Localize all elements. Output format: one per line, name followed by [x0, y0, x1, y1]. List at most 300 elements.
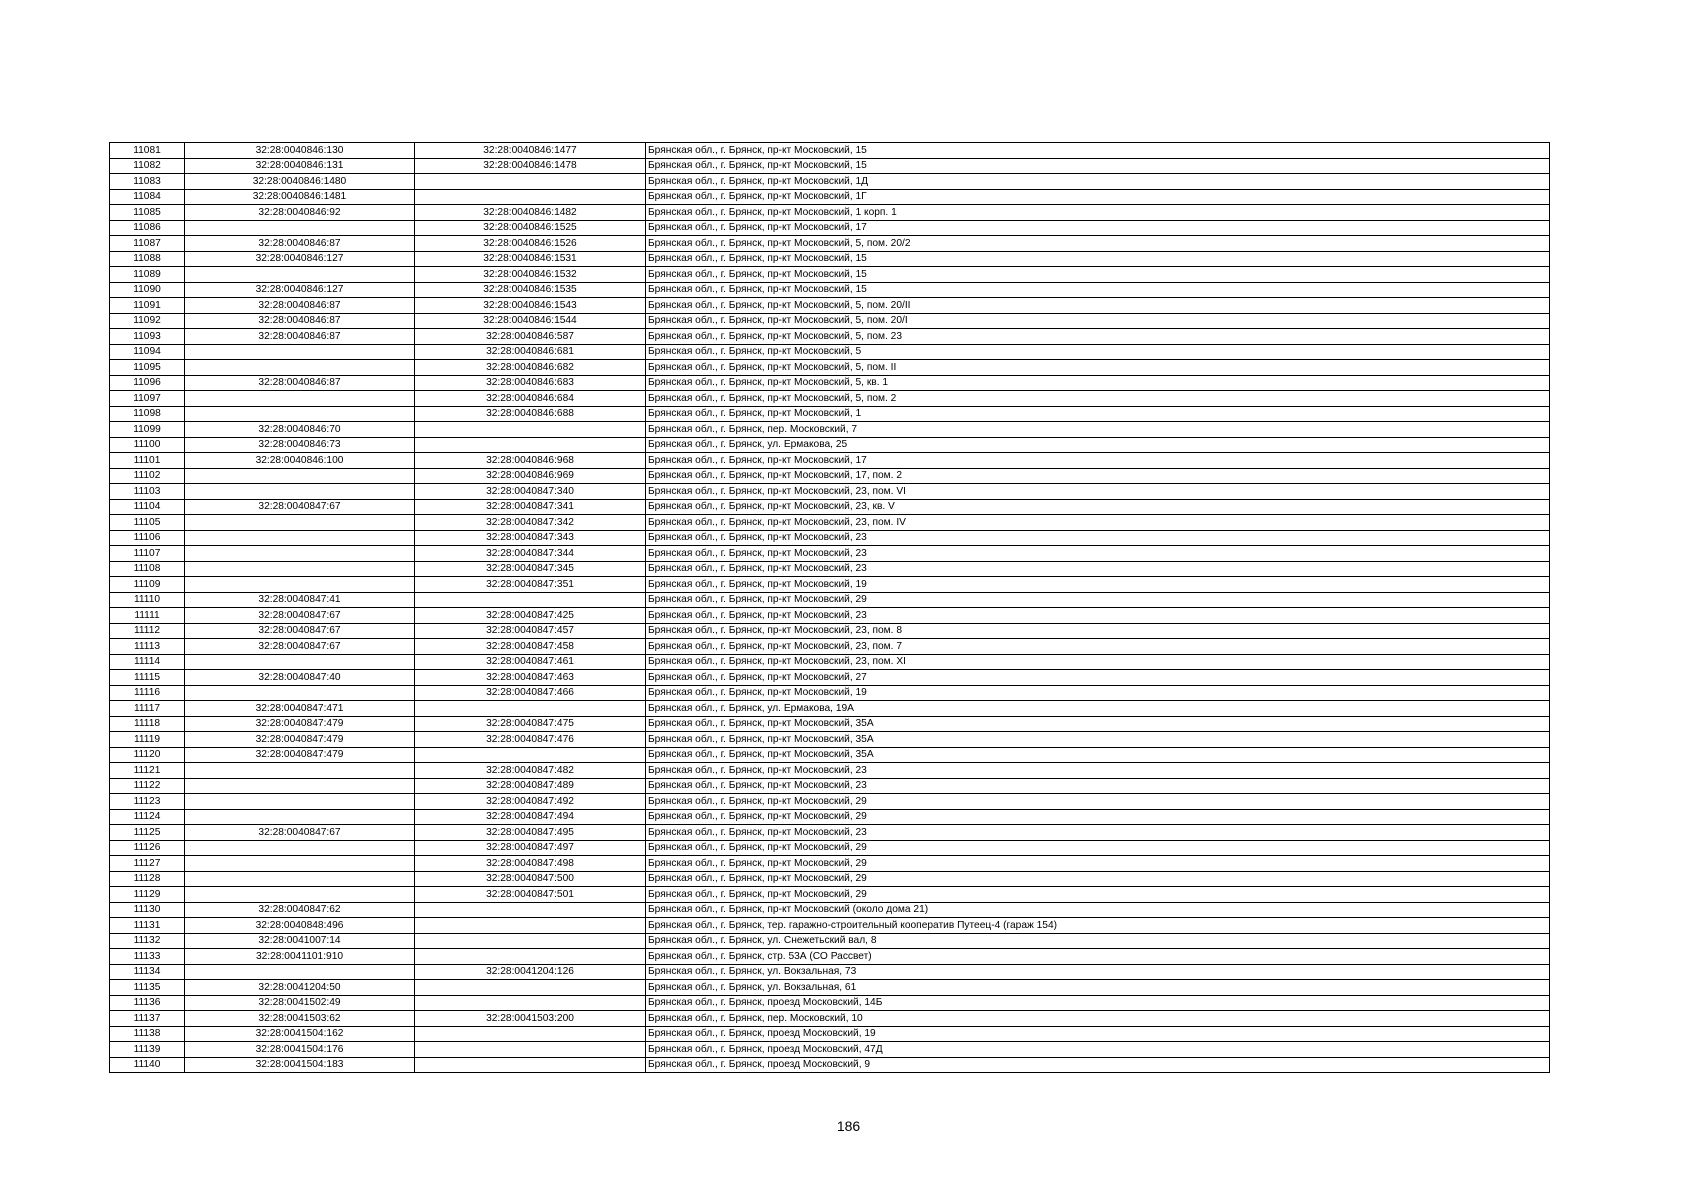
table-row: [110, 840, 1550, 856]
cadastral-number-cell: [185, 484, 415, 500]
row-number-cell: 11097: [110, 391, 185, 407]
table-row: [110, 949, 1550, 965]
row-number-cell: 11118: [110, 716, 185, 732]
address-cell: Брянская обл., г. Брянск, пр-кт Московский, 29: [646, 592, 1550, 608]
cadastral-number-cell: 32:28:0040846:130: [185, 143, 415, 159]
object-cadastral-number-cell: [415, 902, 646, 918]
address-cell: Брянская обл., г. Брянск, пр-кт Московский, 35А: [646, 747, 1550, 763]
table-row: [110, 282, 1550, 298]
object-cadastral-number-cell: 32:28:0040847:345: [415, 561, 646, 577]
table-row: [110, 794, 1550, 810]
object-cadastral-number-cell: [415, 174, 646, 190]
row-number-cell: 11103: [110, 484, 185, 500]
cadastral-number-cell: 32:28:0040846:87: [185, 375, 415, 391]
table-row: [110, 1011, 1550, 1027]
object-cadastral-number-cell: 32:28:0040847:482: [415, 763, 646, 779]
cadastral-number-cell: 32:28:0041204:50: [185, 980, 415, 996]
object-cadastral-number-cell: 32:28:0040847:457: [415, 623, 646, 639]
table-row: [110, 143, 1550, 159]
table-row: [110, 360, 1550, 376]
row-number-cell: 11119: [110, 732, 185, 748]
row-number-cell: 11107: [110, 546, 185, 562]
object-cadastral-number-cell: 32:28:0040847:494: [415, 809, 646, 825]
address-cell: Брянская обл., г. Брянск, пр-кт Московский, 23, кв. V: [646, 499, 1550, 515]
row-number-cell: 11105: [110, 515, 185, 531]
row-number-cell: 11087: [110, 236, 185, 252]
cadastral-number-cell: [185, 267, 415, 283]
object-cadastral-number-cell: [415, 437, 646, 453]
table-row: [110, 577, 1550, 593]
table-row: [110, 871, 1550, 887]
cadastral-number-cell: 32:28:0041101:910: [185, 949, 415, 965]
object-cadastral-number-cell: 32:28:0040847:489: [415, 778, 646, 794]
address-cell: Брянская обл., г. Брянск, пр-кт Московский, 23: [646, 561, 1550, 577]
table-row: [110, 515, 1550, 531]
table-row: [110, 980, 1550, 996]
cadastral-number-cell: [185, 406, 415, 422]
cadastral-number-cell: [185, 344, 415, 360]
row-number-cell: 11125: [110, 825, 185, 841]
object-cadastral-number-cell: 32:28:0040847:343: [415, 530, 646, 546]
table-row: [110, 499, 1550, 515]
table-row: [110, 220, 1550, 236]
object-cadastral-number-cell: [415, 933, 646, 949]
object-cadastral-number-cell: [415, 995, 646, 1011]
object-cadastral-number-cell: 32:28:0040847:492: [415, 794, 646, 810]
row-number-cell: 11128: [110, 871, 185, 887]
object-cadastral-number-cell: [415, 701, 646, 717]
object-cadastral-number-cell: 32:28:0040846:1535: [415, 282, 646, 298]
table-row: [110, 236, 1550, 252]
table-row: [110, 592, 1550, 608]
table-row: [110, 701, 1550, 717]
row-number-cell: 11086: [110, 220, 185, 236]
object-cadastral-number-cell: 32:28:0040846:681: [415, 344, 646, 360]
object-cadastral-number-cell: 32:28:0040846:683: [415, 375, 646, 391]
cadastral-number-cell: 32:28:0040847:479: [185, 716, 415, 732]
address-cell: Брянская обл., г. Брянск, пр-кт Московский, 1Д: [646, 174, 1550, 190]
table-row: [110, 205, 1550, 221]
cadastral-number-cell: [185, 546, 415, 562]
cadastral-number-cell: [185, 530, 415, 546]
row-number-cell: 11121: [110, 763, 185, 779]
object-cadastral-number-cell: 32:28:0040846:1531: [415, 251, 646, 267]
row-number-cell: 11106: [110, 530, 185, 546]
table-row: [110, 298, 1550, 314]
cadastral-number-cell: [185, 840, 415, 856]
object-cadastral-number-cell: [415, 1042, 646, 1058]
row-number-cell: 11082: [110, 158, 185, 174]
registry-table: [109, 142, 1550, 1073]
address-cell: Брянская обл., г. Брянск, пр-кт Московский, 15: [646, 282, 1550, 298]
object-cadastral-number-cell: 32:28:0040846:684: [415, 391, 646, 407]
cadastral-number-cell: 32:28:0040847:67: [185, 608, 415, 624]
row-number-cell: 11136: [110, 995, 185, 1011]
cadastral-number-cell: [185, 763, 415, 779]
row-number-cell: 11111: [110, 608, 185, 624]
row-number-cell: 11109: [110, 577, 185, 593]
cadastral-number-cell: 32:28:0041503:62: [185, 1011, 415, 1027]
address-cell: Брянская обл., г. Брянск, пр-кт Московский, 29: [646, 871, 1550, 887]
object-cadastral-number-cell: 32:28:0040846:688: [415, 406, 646, 422]
address-cell: Брянская обл., г. Брянск, пр-кт Московский, 15: [646, 267, 1550, 283]
object-cadastral-number-cell: 32:28:0040847:498: [415, 856, 646, 872]
table-row: [110, 995, 1550, 1011]
cadastral-number-cell: 32:28:0040846:100: [185, 453, 415, 469]
address-cell: Брянская обл., г. Брянск, тер. гаражно-строительный кооператив Путеец-4 (гараж 154): [646, 918, 1550, 934]
address-cell: Брянская обл., г. Брянск, пр-кт Московский (около дома 21): [646, 902, 1550, 918]
cadastral-number-cell: 32:28:0040847:62: [185, 902, 415, 918]
table-row: [110, 484, 1550, 500]
row-number-cell: 11122: [110, 778, 185, 794]
address-cell: Брянская обл., г. Брянск, пр-кт Московский, 29: [646, 809, 1550, 825]
address-cell: Брянская обл., г. Брянск, ул. Снежетьский вал, 8: [646, 933, 1550, 949]
cadastral-number-cell: [185, 391, 415, 407]
object-cadastral-number-cell: [415, 189, 646, 205]
row-number-cell: 11129: [110, 887, 185, 903]
row-number-cell: 11110: [110, 592, 185, 608]
row-number-cell: 11093: [110, 329, 185, 345]
row-number-cell: 11112: [110, 623, 185, 639]
address-cell: Брянская обл., г. Брянск, пр-кт Московский, 23: [646, 763, 1550, 779]
object-cadastral-number-cell: 32:28:0041204:126: [415, 964, 646, 980]
table-row: [110, 344, 1550, 360]
cadastral-number-cell: 32:28:0040846:131: [185, 158, 415, 174]
address-cell: Брянская обл., г. Брянск, пр-кт Московский, 29: [646, 794, 1550, 810]
address-cell: Брянская обл., г. Брянск, пр-кт Московский, 19: [646, 685, 1550, 701]
address-cell: Брянская обл., г. Брянск, пр-кт Московский, 5, кв. 1: [646, 375, 1550, 391]
address-cell: Брянская обл., г. Брянск, ул. Ермакова, 25: [646, 437, 1550, 453]
table-row: [110, 375, 1550, 391]
cadastral-number-cell: [185, 220, 415, 236]
table-row: [110, 313, 1550, 329]
address-cell: Брянская обл., г. Брянск, ул. Вокзальная, 73: [646, 964, 1550, 980]
cadastral-number-cell: [185, 794, 415, 810]
table-row: [110, 685, 1550, 701]
row-number-cell: 11117: [110, 701, 185, 717]
object-cadastral-number-cell: [415, 747, 646, 763]
row-number-cell: 11116: [110, 685, 185, 701]
row-number-cell: 11127: [110, 856, 185, 872]
table-row: [110, 530, 1550, 546]
row-number-cell: 11131: [110, 918, 185, 934]
table-row: [110, 639, 1550, 655]
address-cell: Брянская обл., г. Брянск, пр-кт Московский, 23, пом. XI: [646, 654, 1550, 670]
address-cell: Брянская обл., г. Брянск, пр-кт Московский, 23: [646, 530, 1550, 546]
table-row: [110, 902, 1550, 918]
address-cell: Брянская обл., г. Брянск, пр-кт Московский, 35А: [646, 732, 1550, 748]
table-row: [110, 623, 1550, 639]
row-number-cell: 11088: [110, 251, 185, 267]
cadastral-number-cell: 32:28:0040846:127: [185, 251, 415, 267]
cadastral-number-cell: 32:28:0041502:49: [185, 995, 415, 1011]
table-row: [110, 329, 1550, 345]
address-cell: Брянская обл., г. Брянск, пр-кт Московский, 23, пом. VI: [646, 484, 1550, 500]
object-cadastral-number-cell: 32:28:0040847:476: [415, 732, 646, 748]
cadastral-number-cell: 32:28:0040847:67: [185, 639, 415, 655]
table-row: [110, 825, 1550, 841]
object-cadastral-number-cell: [415, 422, 646, 438]
address-cell: Брянская обл., г. Брянск, проезд Московский, 9: [646, 1057, 1550, 1073]
object-cadastral-number-cell: [415, 1057, 646, 1073]
object-cadastral-number-cell: 32:28:0040847:500: [415, 871, 646, 887]
row-number-cell: 11130: [110, 902, 185, 918]
object-cadastral-number-cell: 32:28:0040846:968: [415, 453, 646, 469]
row-number-cell: 11115: [110, 670, 185, 686]
row-number-cell: 11133: [110, 949, 185, 965]
cadastral-number-cell: 32:28:0040847:471: [185, 701, 415, 717]
address-cell: Брянская обл., г. Брянск, пр-кт Московский, 29: [646, 840, 1550, 856]
cadastral-number-cell: 32:28:0040846:87: [185, 298, 415, 314]
row-number-cell: 11090: [110, 282, 185, 298]
address-cell: Брянская обл., г. Брянск, пр-кт Московский, 5: [646, 344, 1550, 360]
object-cadastral-number-cell: 32:28:0040846:1532: [415, 267, 646, 283]
cadastral-number-cell: 32:28:0040846:127: [185, 282, 415, 298]
cadastral-number-cell: [185, 778, 415, 794]
cadastral-number-cell: [185, 871, 415, 887]
cadastral-number-cell: 32:28:0041504:176: [185, 1042, 415, 1058]
address-cell: Брянская обл., г. Брянск, пр-кт Московский, 5, пом. II: [646, 360, 1550, 376]
cadastral-number-cell: [185, 515, 415, 531]
object-cadastral-number-cell: 32:28:0040846:969: [415, 468, 646, 484]
cadastral-number-cell: [185, 685, 415, 701]
row-number-cell: 11124: [110, 809, 185, 825]
row-number-cell: 11135: [110, 980, 185, 996]
row-number-cell: 11092: [110, 313, 185, 329]
page-number: 186: [836, 1118, 861, 1134]
address-cell: Брянская обл., г. Брянск, пр-кт Московский, 15: [646, 158, 1550, 174]
row-number-cell: 11137: [110, 1011, 185, 1027]
table-row: [110, 406, 1550, 422]
table-row: [110, 778, 1550, 794]
row-number-cell: 11098: [110, 406, 185, 422]
row-number-cell: 11084: [110, 189, 185, 205]
address-cell: Брянская обл., г. Брянск, проезд Московский, 47Д: [646, 1042, 1550, 1058]
object-cadastral-number-cell: 32:28:0040847:475: [415, 716, 646, 732]
cadastral-number-cell: 32:28:0040848:496: [185, 918, 415, 934]
table-row: [110, 251, 1550, 267]
object-cadastral-number-cell: 32:28:0040846:1543: [415, 298, 646, 314]
address-cell: Брянская обл., г. Брянск, ул. Ермакова, 19А: [646, 701, 1550, 717]
row-number-cell: 11126: [110, 840, 185, 856]
table-row: [110, 670, 1550, 686]
cadastral-number-cell: 32:28:0040847:67: [185, 623, 415, 639]
address-cell: Брянская обл., г. Брянск, пр-кт Московский, 5, пом. 2: [646, 391, 1550, 407]
table-row: [110, 267, 1550, 283]
address-cell: Брянская обл., г. Брянск, пер. Московский, 10: [646, 1011, 1550, 1027]
table-row: [110, 1026, 1550, 1042]
row-number-cell: 11101: [110, 453, 185, 469]
cadastral-number-cell: 32:28:0040846:87: [185, 236, 415, 252]
row-number-cell: 11083: [110, 174, 185, 190]
object-cadastral-number-cell: 32:28:0040847:501: [415, 887, 646, 903]
cadastral-number-cell: [185, 468, 415, 484]
table-row: [110, 887, 1550, 903]
cadastral-number-cell: 32:28:0040846:70: [185, 422, 415, 438]
address-cell: Брянская обл., г. Брянск, пр-кт Московский, 17, пом. 2: [646, 468, 1550, 484]
object-cadastral-number-cell: 32:28:0040846:1544: [415, 313, 646, 329]
row-number-cell: 11138: [110, 1026, 185, 1042]
table-row: [110, 189, 1550, 205]
object-cadastral-number-cell: 32:28:0040847:463: [415, 670, 646, 686]
address-cell: Брянская обл., г. Брянск, пр-кт Московский, 5, пом. 20/2: [646, 236, 1550, 252]
cadastral-number-cell: [185, 887, 415, 903]
cadastral-number-cell: 32:28:0040846:87: [185, 329, 415, 345]
cadastral-number-cell: 32:28:0041007:14: [185, 933, 415, 949]
cadastral-number-cell: [185, 654, 415, 670]
table-row: [110, 453, 1550, 469]
address-cell: Брянская обл., г. Брянск, пр-кт Московский, 35А: [646, 716, 1550, 732]
table-row: [110, 422, 1550, 438]
object-cadastral-number-cell: 32:28:0040846:1482: [415, 205, 646, 221]
cadastral-number-cell: [185, 561, 415, 577]
row-number-cell: 11134: [110, 964, 185, 980]
object-cadastral-number-cell: 32:28:0040846:587: [415, 329, 646, 345]
address-cell: Брянская обл., г. Брянск, пер. Московский, 7: [646, 422, 1550, 438]
table-row: [110, 437, 1550, 453]
cadastral-number-cell: 32:28:0040847:479: [185, 747, 415, 763]
address-cell: Брянская обл., г. Брянск, пр-кт Московский, 23: [646, 546, 1550, 562]
object-cadastral-number-cell: [415, 980, 646, 996]
row-number-cell: 11091: [110, 298, 185, 314]
table-row: [110, 468, 1550, 484]
address-cell: Брянская обл., г. Брянск, пр-кт Московский, 17: [646, 453, 1550, 469]
table-row: [110, 964, 1550, 980]
table-row: [110, 561, 1550, 577]
address-cell: Брянская обл., г. Брянск, пр-кт Московский, 23: [646, 825, 1550, 841]
table-row: [110, 763, 1550, 779]
row-number-cell: 11113: [110, 639, 185, 655]
address-cell: Брянская обл., г. Брянск, пр-кт Московский, 29: [646, 856, 1550, 872]
object-cadastral-number-cell: 32:28:0040847:497: [415, 840, 646, 856]
object-cadastral-number-cell: [415, 949, 646, 965]
object-cadastral-number-cell: 32:28:0040846:1526: [415, 236, 646, 252]
row-number-cell: 11102: [110, 468, 185, 484]
cadastral-number-cell: 32:28:0040846:92: [185, 205, 415, 221]
row-number-cell: 11099: [110, 422, 185, 438]
table-row: [110, 391, 1550, 407]
row-number-cell: 11085: [110, 205, 185, 221]
object-cadastral-number-cell: [415, 592, 646, 608]
table-row: [110, 747, 1550, 763]
cadastral-number-cell: 32:28:0040846:87: [185, 313, 415, 329]
cadastral-number-cell: [185, 360, 415, 376]
table-row: [110, 1042, 1550, 1058]
table-row: [110, 732, 1550, 748]
object-cadastral-number-cell: 32:28:0040847:466: [415, 685, 646, 701]
table-row: [110, 654, 1550, 670]
row-number-cell: 11096: [110, 375, 185, 391]
object-cadastral-number-cell: 32:28:0040847:461: [415, 654, 646, 670]
address-cell: Брянская обл., г. Брянск, проезд Московский, 14Б: [646, 995, 1550, 1011]
row-number-cell: 11094: [110, 344, 185, 360]
address-cell: Брянская обл., г. Брянск, пр-кт Московский, 23, пом. IV: [646, 515, 1550, 531]
cadastral-number-cell: 32:28:0040846:1480: [185, 174, 415, 190]
address-cell: Брянская обл., г. Брянск, пр-кт Московский, 1: [646, 406, 1550, 422]
cadastral-number-cell: 32:28:0040847:479: [185, 732, 415, 748]
row-number-cell: 11100: [110, 437, 185, 453]
cadastral-number-cell: 32:28:0041504:183: [185, 1057, 415, 1073]
row-number-cell: 11120: [110, 747, 185, 763]
registry-table-body: [110, 143, 1550, 1073]
object-cadastral-number-cell: 32:28:0040847:351: [415, 577, 646, 593]
table-row: [110, 716, 1550, 732]
address-cell: Брянская обл., г. Брянск, стр. 53А (СО Рассвет): [646, 949, 1550, 965]
row-number-cell: 11114: [110, 654, 185, 670]
cadastral-number-cell: 32:28:0040846:73: [185, 437, 415, 453]
address-cell: Брянская обл., г. Брянск, пр-кт Московский, 17: [646, 220, 1550, 236]
row-number-cell: 11132: [110, 933, 185, 949]
address-cell: Брянская обл., г. Брянск, пр-кт Московский, 19: [646, 577, 1550, 593]
address-cell: Брянская обл., г. Брянск, пр-кт Московский, 15: [646, 143, 1550, 159]
row-number-cell: 11104: [110, 499, 185, 515]
table-row: [110, 608, 1550, 624]
cadastral-number-cell: 32:28:0040846:1481: [185, 189, 415, 205]
row-number-cell: 11139: [110, 1042, 185, 1058]
address-cell: Брянская обл., г. Брянск, пр-кт Московский, 5, пом. 23: [646, 329, 1550, 345]
address-cell: Брянская обл., г. Брянск, проезд Московский, 19: [646, 1026, 1550, 1042]
address-cell: Брянская обл., г. Брянск, пр-кт Московский, 5, пом. 20/I: [646, 313, 1550, 329]
table-row: [110, 933, 1550, 949]
object-cadastral-number-cell: 32:28:0040847:342: [415, 515, 646, 531]
address-cell: Брянская обл., г. Брянск, пр-кт Московский, 23: [646, 778, 1550, 794]
table-row: [110, 809, 1550, 825]
table-row: [110, 918, 1550, 934]
address-cell: Брянская обл., г. Брянск, пр-кт Московский, 1Г: [646, 189, 1550, 205]
cadastral-number-cell: 32:28:0041504:162: [185, 1026, 415, 1042]
object-cadastral-number-cell: 32:28:0040847:341: [415, 499, 646, 515]
row-number-cell: 11108: [110, 561, 185, 577]
object-cadastral-number-cell: [415, 918, 646, 934]
cadastral-number-cell: [185, 964, 415, 980]
address-cell: Брянская обл., г. Брянск, пр-кт Московский, 23, пом. 8: [646, 623, 1550, 639]
table-row: [110, 174, 1550, 190]
object-cadastral-number-cell: 32:28:0040847:340: [415, 484, 646, 500]
cadastral-number-cell: 32:28:0040847:67: [185, 499, 415, 515]
object-cadastral-number-cell: 32:28:0040846:1477: [415, 143, 646, 159]
object-cadastral-number-cell: 32:28:0040847:458: [415, 639, 646, 655]
object-cadastral-number-cell: 32:28:0041503:200: [415, 1011, 646, 1027]
row-number-cell: 11081: [110, 143, 185, 159]
address-cell: Брянская обл., г. Брянск, ул. Вокзальная, 61: [646, 980, 1550, 996]
address-cell: Брянская обл., г. Брянск, пр-кт Московский, 23: [646, 608, 1550, 624]
table-row: [110, 1057, 1550, 1073]
object-cadastral-number-cell: 32:28:0040847:425: [415, 608, 646, 624]
address-cell: Брянская обл., г. Брянск, пр-кт Московский, 1 корп. 1: [646, 205, 1550, 221]
table-row: [110, 158, 1550, 174]
address-cell: Брянская обл., г. Брянск, пр-кт Московский, 23, пом. 7: [646, 639, 1550, 655]
object-cadastral-number-cell: 32:28:0040847:344: [415, 546, 646, 562]
table-row: [110, 546, 1550, 562]
address-cell: Брянская обл., г. Брянск, пр-кт Московский, 15: [646, 251, 1550, 267]
row-number-cell: 11089: [110, 267, 185, 283]
cadastral-number-cell: [185, 809, 415, 825]
address-cell: Брянская обл., г. Брянск, пр-кт Московский, 5, пом. 20/II: [646, 298, 1550, 314]
address-cell: Брянская обл., г. Брянск, пр-кт Московский, 27: [646, 670, 1550, 686]
cadastral-number-cell: 32:28:0040847:67: [185, 825, 415, 841]
object-cadastral-number-cell: 32:28:0040846:1478: [415, 158, 646, 174]
cadastral-number-cell: 32:28:0040847:41: [185, 592, 415, 608]
table-row: [110, 856, 1550, 872]
cadastral-number-cell: [185, 856, 415, 872]
object-cadastral-number-cell: 32:28:0040847:495: [415, 825, 646, 841]
cadastral-number-cell: [185, 577, 415, 593]
cadastral-number-cell: 32:28:0040847:40: [185, 670, 415, 686]
row-number-cell: 11095: [110, 360, 185, 376]
row-number-cell: 11123: [110, 794, 185, 810]
object-cadastral-number-cell: 32:28:0040846:682: [415, 360, 646, 376]
object-cadastral-number-cell: 32:28:0040846:1525: [415, 220, 646, 236]
